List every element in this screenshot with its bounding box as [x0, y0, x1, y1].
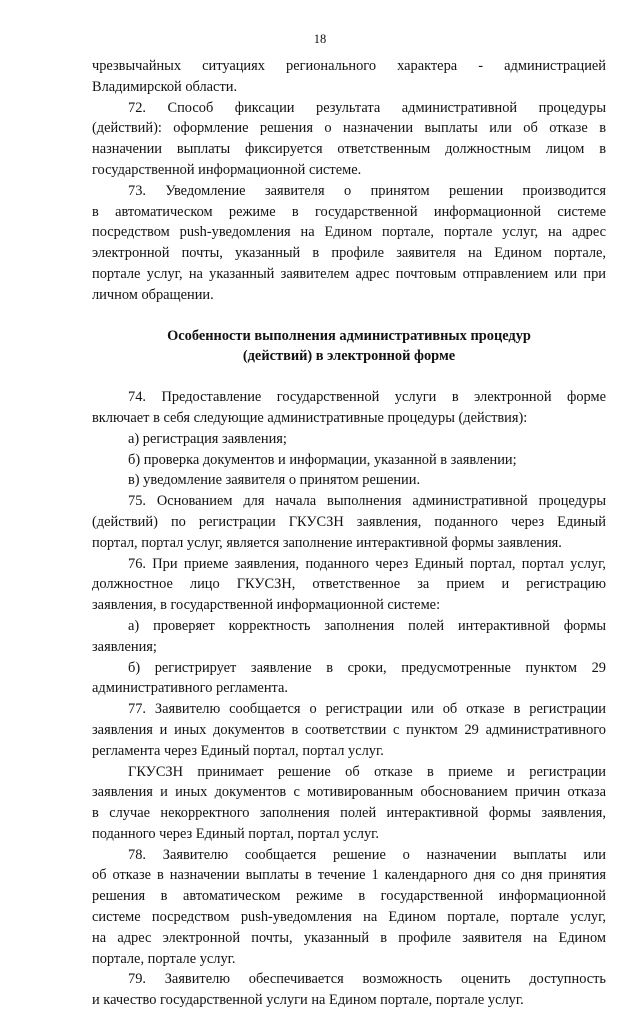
- text-line: в) уведомление заявителя о принятом решении.: [128, 472, 421, 489]
- text-line: 76. При приеме заявления, поданного через Единый портал, портал услуг,: [128, 555, 606, 572]
- text-line: об отказе в назначении выплаты в течение 1 календарного дня со дня принятия: [92, 867, 606, 884]
- text-line: на адрес электронной почты, указанный в профиле заявителя на Едином: [92, 929, 606, 946]
- text-line: 78. Заявителю сообщается решение о назначении выплаты или: [128, 846, 606, 863]
- text-line: в случае некорректного заполнения полей интерактивной формы заявления,: [92, 805, 606, 822]
- text-line: а) регистрация заявления;: [128, 430, 287, 447]
- paragraph-block-74-79: [92, 387, 606, 1011]
- text-line: системе посредством push-уведомления на Едином портале, портале услуг,: [92, 909, 606, 926]
- text-line: посредством push-уведомления на Едином портале, портале услуг, на адрес: [92, 224, 606, 241]
- text-line: поданного через Единый портал, портал услуг.: [92, 825, 380, 842]
- text-line: заявления;: [92, 638, 157, 655]
- text-line: 74. Предоставление государственной услуги в электронной форме: [128, 389, 606, 406]
- text-line: 77. Заявителю сообщается о регистрации или об отказе в регистрации: [128, 701, 606, 718]
- text-line: личном обращении.: [92, 286, 214, 303]
- text-line: ГКУСЗН принимает решение об отказе в приеме и регистрации: [128, 763, 606, 780]
- text-line: портале, портале услуг.: [92, 950, 236, 967]
- text-line: Владимирской области.: [92, 78, 238, 95]
- text-line: б) проверка документов и информации, указанной в заявлении;: [128, 451, 517, 468]
- text-line: назначении выплаты фиксируется ответственным должностным лицом в: [92, 141, 606, 158]
- text-line: (действий) по регистрации ГКУСЗН заявления, поданного через Единый: [92, 513, 606, 530]
- text-line: (действий): оформление решения о назначении выплаты или об отказе в: [92, 120, 606, 137]
- page-number: 18: [313, 32, 327, 46]
- paragraph-block-71-73: [92, 56, 606, 306]
- text-line: решения в автоматическом режиме в государственной информационной: [92, 888, 606, 905]
- text-line: и качество государственной услуги на Едином портале, портале услуг.: [92, 992, 524, 1009]
- text-line: б) регистрирует заявление в сроки, предусмотренные пунктом 29: [128, 659, 606, 676]
- text-line: регламента через Единый портал, портал услуг.: [92, 742, 384, 759]
- text-line: 75. Основанием для начала выполнения административной процедуры: [128, 493, 606, 510]
- text-line: заявления, в государственной информационной системе:: [92, 597, 441, 614]
- text-line: в автоматическом режиме в государственной информационной системе: [92, 203, 606, 220]
- section-heading-line-1: Особенности выполнения административных процедур: [167, 327, 531, 344]
- text-line: включает в себя следующие административные процедуры (действия):: [92, 409, 528, 426]
- text-line: а) проверяет корректность заполнения полей интерактивной формы: [128, 617, 606, 634]
- document-body: [92, 56, 606, 1011]
- text-line: 72. Способ фиксации результата административной процедуры: [128, 99, 606, 116]
- text-line: 73. Уведомление заявителя о принятом решении производится: [128, 182, 606, 199]
- text-line: заявления и иных документов в соответствии с пунктом 29 административного: [92, 721, 606, 738]
- text-line: 79. Заявителю обеспечивается возможность оценить доступность: [128, 971, 606, 988]
- text-line: заявления и иных документов с мотивированным обоснованием причин отказа: [92, 784, 606, 801]
- text-line: чрезвычайных ситуациях регионального характера - администрацией: [92, 58, 606, 74]
- text-line: административного регламента.: [92, 680, 288, 697]
- text-line: портале услуг, на указанный заявителем адрес почтовым отправлением или при: [92, 265, 606, 282]
- text-line: портал, портал услуг, является заполнение интерактивной формы заявления.: [92, 534, 562, 551]
- section-heading-line-2: (действий) в электронной форме: [242, 348, 456, 365]
- text-line: должностное лицо ГКУСЗН, ответственное за прием и регистрацию: [92, 576, 606, 593]
- text-line: электронной почты, указанный в профиле заявителя на Едином портале,: [92, 245, 606, 262]
- text-line: государственной информационной системе.: [92, 161, 362, 178]
